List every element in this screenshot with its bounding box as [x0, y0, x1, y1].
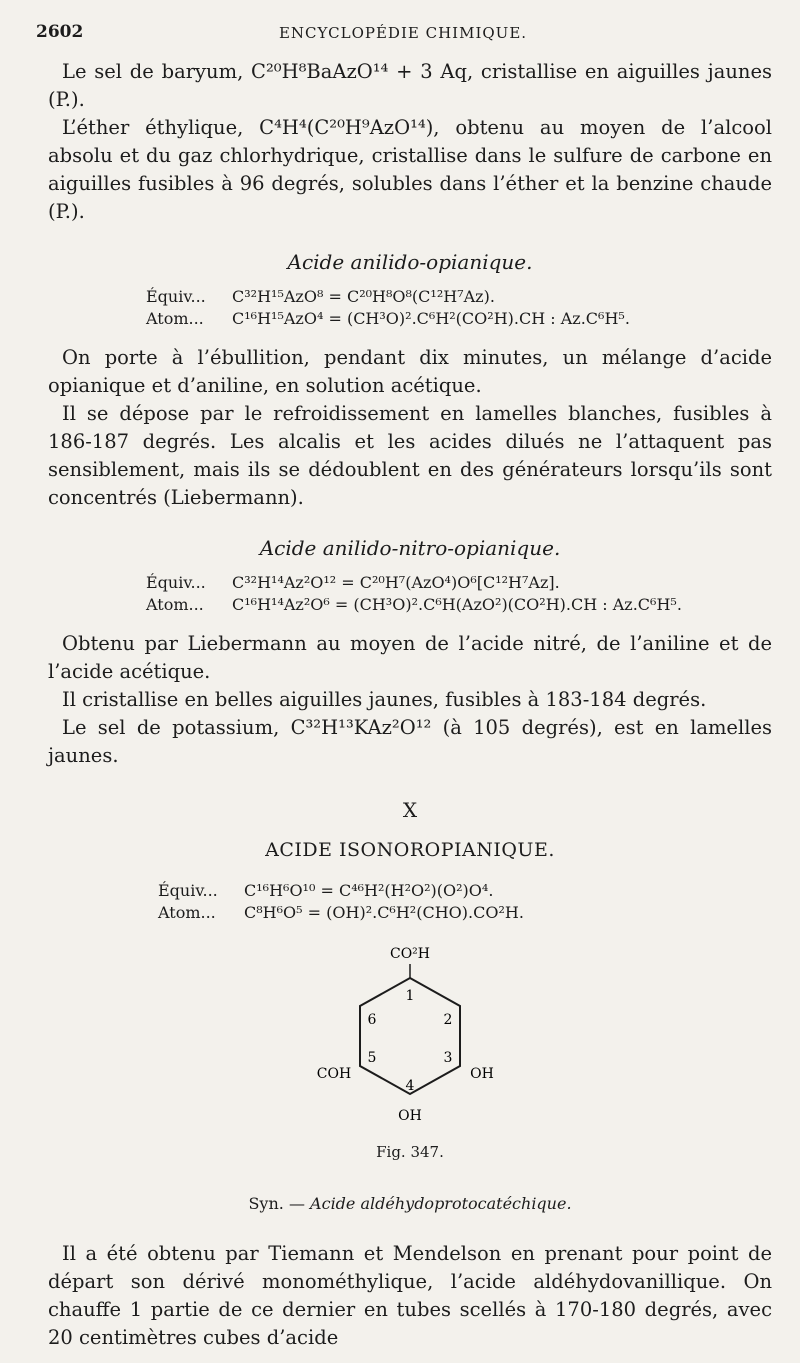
- group-top: CO²H: [389, 946, 431, 962]
- paragraph-obtenu: Obtenu par Liebermann au moyen de l’acide nitré, de l’aniline et de l’acide acétique.: [48, 632, 772, 683]
- running-head: ENCYCLOPÉDIE CHIMIQUE.: [278, 24, 528, 42]
- equiv-label: Équiv...: [146, 573, 206, 592]
- equiv-formula: C¹⁶H⁶O¹⁰ = C⁴⁶H²(H²O²)(O²)O⁴.: [244, 881, 494, 900]
- equiv-label: Équiv...: [158, 881, 218, 900]
- section-title-anilido-opianique: Acide anilido-opianique.: [287, 250, 533, 274]
- formula-block-anilido-nitro: [146, 572, 772, 616]
- position-3: 3: [443, 1050, 453, 1066]
- page-number: 2602: [36, 22, 84, 42]
- synonym-prefix: Syn. —: [248, 1194, 305, 1213]
- atom-formula: C⁸H⁶O⁵ = (OH)².C⁶H²(CHO).CO²H.: [244, 903, 524, 922]
- paragraph-potassium-salt: Le sel de potassium, C³²H¹³KAz²O¹² (à 105 degrés), est en lamelles jaunes.: [48, 716, 772, 767]
- paragraph-cristallise: Il cristallise en belles aiguilles jaunes, fusibles à 183-184 degrés.: [62, 688, 707, 711]
- atom-label: Atom...: [146, 595, 204, 614]
- group-right: OH: [470, 1066, 494, 1082]
- position-6: 6: [367, 1012, 377, 1028]
- paragraph-tiemann: Il a été obtenu par Tiemann et Mendelson en prenant pour point de départ son dérivé monométhylique, l’acide aldéhydovanillique. On chauffe 1 partie de ce dernier en tubes scellés à 170-180 degrés, avec 20 centimètres cubes d’acide: [48, 1242, 772, 1349]
- chapter-number: X: [402, 798, 418, 822]
- chapter-title: ACIDE ISONOROPIANIQUE.: [265, 839, 555, 861]
- benzene-ring-diagram: [310, 938, 510, 1138]
- page-header: [36, 22, 770, 46]
- synonym-line: [48, 1190, 772, 1218]
- page-body: [48, 58, 772, 1352]
- atom-formula: C¹⁶H¹⁵AzO⁴ = (CH³O)².C⁶H²(CO²H).CH : Az.C⁶H⁵.: [232, 309, 630, 328]
- atom-label: Atom...: [158, 903, 216, 922]
- formula-block-isonoropianique: [158, 880, 772, 924]
- group-bottom: OH: [398, 1108, 422, 1124]
- atom-label: Atom...: [146, 309, 204, 328]
- position-2: 2: [443, 1012, 453, 1028]
- equiv-formula: C³²H¹⁴Az²O¹² = C²⁰H⁷(AzO⁴)O⁶[C¹²H⁷Az].: [232, 573, 560, 592]
- equiv-formula: C³²H¹⁵AzO⁸ = C²⁰H⁸O⁸(C¹²H⁷Az).: [232, 287, 495, 306]
- equiv-label: Équiv...: [146, 287, 206, 306]
- group-left: COH: [316, 1066, 352, 1082]
- structure-figure: [48, 938, 772, 1138]
- position-4: 4: [405, 1078, 415, 1094]
- paragraph-baryum-salt: Le sel de baryum, C²⁰H⁸BaAzO¹⁴ + 3 Aq, cristallise en aiguilles jaunes (P.).: [48, 60, 772, 111]
- paragraph-properties: Il se dépose par le refroidissement en lamelles blanches, fusibles à 186-187 degrés. Les alcalis et les acides dilués ne l’attaquent pas sensiblement, mais ils se dédoublent en des générateurs lorsqu’ils sont concentrés (Liebermann).: [48, 402, 772, 509]
- atom-formula: C¹⁶H¹⁴Az²O⁶ = (CH³O)².C⁶H(AzO²)(CO²H).CH : Az.C⁶H⁵.: [232, 595, 682, 614]
- paragraph-ethyl-ether: L’éther éthylique, C⁴H⁴(C²⁰H⁹AzO¹⁴), obtenu au moyen de l’alcool absolu et du gaz chlorhydrique, cristallise dans le sulfure de carbone en aiguilles fusibles à 96 degrés, solubles dans l’éther et la benzine chaude (P.).: [48, 116, 772, 223]
- position-5: 5: [367, 1050, 377, 1066]
- position-1: 1: [405, 988, 415, 1004]
- paragraph-preparation: On porte à l’ébullition, pendant dix minutes, un mélange d’acide opianique et d’aniline, en solution acétique.: [48, 346, 772, 397]
- figure-caption: Fig. 347.: [376, 1143, 444, 1161]
- synonym-name: Acide aldéhydoprotocatéchique.: [310, 1194, 572, 1213]
- section-title-anilido-nitro-opianique: Acide anilido-nitro-opianique.: [259, 536, 561, 560]
- formula-block-anilido-opianique: [146, 286, 772, 330]
